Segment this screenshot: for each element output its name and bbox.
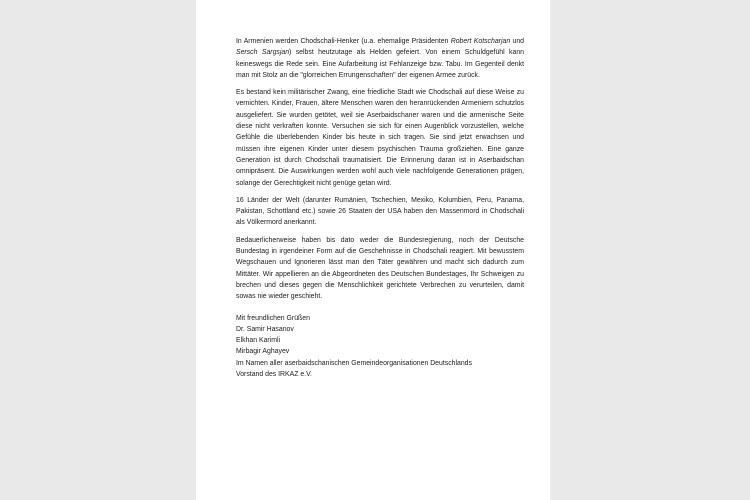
name-robert-kotscharjan: Robert Kotscharjan <box>450 38 511 45</box>
document-page <box>196 0 550 500</box>
signatory-samir-hasanov: Dr. Samir Hasanov <box>236 325 294 333</box>
signatory-elkhan-karimli: Elkhan Karimli <box>236 337 281 345</box>
paragraph-2: Es bestand kein militärischer Zwang, eine friedliche Stadt wie Chodschali auf diese Weise zu vernichten. Kinder, Frauen, ältere Menschen waren den heranrückenden Armeniern schutzlos ausgeliefert. Sie wurden getötet, weil sie Aserbaidschaner waren und die armenische Seite diese nicht verkraften konnte. Versuchen sie sich für einen Augenblick vorzustellen, welche Gefühle die überlebenden Kinder bis heute in sich tragen. Sie sind jetzt erwachsen und müssen ihre eigenen Kinder unter diesem psychischen Trauma großziehen. Eine ganze Generation ist durch Chodschali traumatisiert. Die Erinnerung daran ist in Aserbaidschan omnipräsent. Die Auswirkungen werden wohl auch viele nachfolgende Generationen prägen, solange der Gerechtigkeit nicht genüge getan wird. <box>236 89 524 187</box>
paragraph-3: 16 Länder der Welt (darunter Rumänien, Tschechien, Mexiko, Kolumbien, Peru, Panama, Pakistan, Schottland etc.) sowie 26 Staaten der USA haben den Massenmord in Chodschali als Völkermord anerkannt. <box>236 196 524 227</box>
name-sersch-sargsjan: Sersch Sargsjan <box>236 49 290 57</box>
paragraph-1-post: ) selbst heutzutage als Helden gefeiert. Von einem Schuldgefühl kann keineswegs die Rede sein. Eine Aufarbeitung ist Fehlanzeige bzw. Tabu. Im Gegenteil denkt man mit Stolz an die "glorreichen Errungenschaften" der eigenen Armee zurück. <box>236 49 524 79</box>
signatory-mirbagir-aghayev: Mirbagir Aghayev <box>236 348 290 356</box>
signature-block <box>236 313 524 381</box>
organization-line: Im Namen aller aserbaidschanischen Gemeindeorganisationen Deutschlands <box>236 359 472 367</box>
paragraph-1 <box>236 36 524 81</box>
paragraph-4: Bedauerlicherweise haben bis dato weder die Bundesregierung, noch der Deutsche Bundestag in irgendeiner Form auf die Geschehnisse in Chodschali reagiert. Mit bewusstem Wegschauen und Ignorieren lässt man den Täter gewähren und macht sich dadurch zum Mittäter. Wir appellieren an die Abgeordneten des Deutschen Bundestages, Ihr Schweigen zu brechen und dieses gegen die Menschlichkeit gerichtete Verbrechen zu verurteilen, damit sowas nie wieder geschieht. <box>236 236 524 301</box>
board-line: Vorstand des IRKAZ e.V. <box>236 371 312 379</box>
paragraph-1-mid: und <box>510 38 524 45</box>
paragraph-1-pre: In Armenien werden Chodschali-Henker (u.a. ehemalige Präsidenten <box>236 38 451 45</box>
closing-greeting: Mit freundlichen Grüßen <box>236 314 310 322</box>
